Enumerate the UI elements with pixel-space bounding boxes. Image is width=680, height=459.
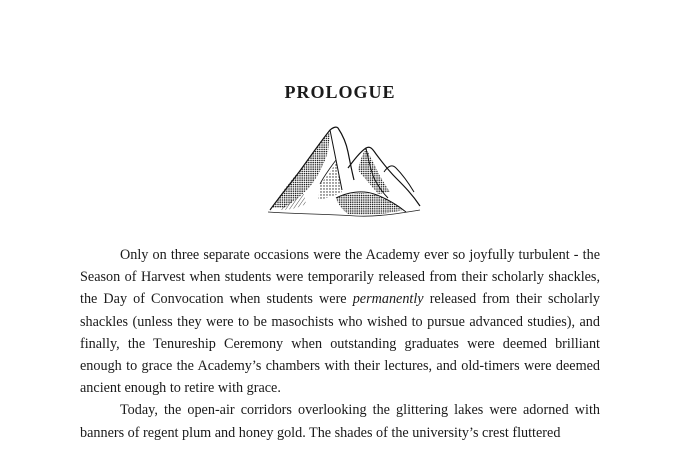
paragraph-2: Today, the open-air corridors overlooking the glittering lakes were adorned with banners of regent plum and honey gold. The shades of the university’s crest fluttered	[80, 402, 600, 441]
paragraph-1-text-a: Only on three separate occasions were the Academy ever so joyfully turbulent - the Season of Harvest when students were temporarily released from their scholarly shackles, the Day of Convocation when students were	[80, 247, 600, 308]
mountain-sketch-icon	[266, 122, 422, 222]
chapter-title: PROLOGUE	[284, 82, 396, 102]
paragraph-1-text-b: released from their scholarly shackles (unless they were to be masochists who wished to pursue advanced studies), and finally, the Tenureship Ceremony when outstanding graduates were deemed brilliant enough to grace the Academy’s chambers with their lectures, and old-timers were deemed ancient enough to retire with grace.	[80, 291, 600, 397]
emphasis-permanently: permanently	[352, 291, 424, 308]
paragraph-1	[80, 244, 600, 399]
prologue-body	[80, 244, 600, 444]
